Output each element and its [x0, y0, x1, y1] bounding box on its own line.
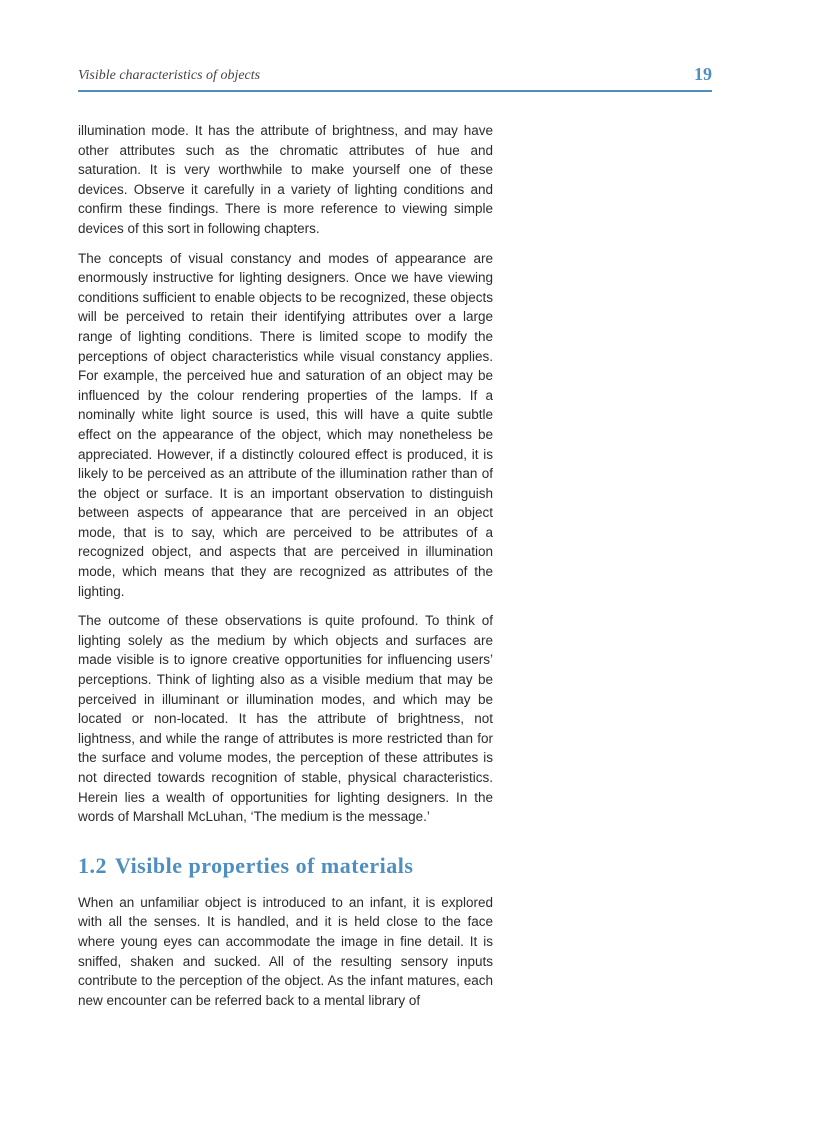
- section-title: Visible properties of materials: [115, 852, 414, 878]
- paragraph-2: The concepts of visual constancy and modes of appearance are enormously instructive for lighting designers. Once we have viewing conditions sufficient to enable objects to be recognized, these objects will be perceived to retain their identifying attributes over a large range of lighting conditions. There is limited scope to modify the perceptions of object characteristics while visual constancy applies. For example, the perceived hue and saturation of an object may be influenced by the colour rendering properties of the lamps. If a nominally white light source is used, this will have a quite subtle effect on the appearance of the object, which may nonetheless be appreciated. However, if a distinctly coloured effect is produced, it is likely to be perceived as an attribute of the illumination rather than of the object or surface. It is an important observation to distinguish between aspects of appearance that are perceived in an object mode, that is to say, which are perceived to be attributes of a recognized object, and aspects that are perceived in illumination mode, which means that they are recognized as attributes of the lighting.: [78, 250, 493, 599]
- section-paragraph-1: When an unfamiliar object is introduced to an infant, it is explored with all the senses. It is handled, and it is held close to the face where young eyes can accommodate the image in fine detail. It is sniffed, shaken and sucked. All of the resulting sensory inputs contribute to the perception of the object. As the infant matures, each new encounter can be referred back to a mental library of: [78, 894, 493, 1008]
- running-title: Visible characteristics of objects: [78, 68, 261, 83]
- paragraph-3: The outcome of these observations is quite profound. To think of lighting solely as the medium by which objects and surfaces are made visible is to ignore creative opportunities for influencing users’ perceptions. Think of lighting also as a visible medium that may be perceived in illuminant or illumination modes, and which may be located or non-located. It has the attribute of brightness, not lightness, and while the range of attributes is more restricted than for the surface and volume modes, the perception of these attributes is not directed towards recognition of stable, physical characteristics. Herein lies a wealth of opportunities for lighting designers. In the words of Marshall McLuhan, ‘The medium is the message.’: [78, 613, 493, 825]
- running-header: [78, 64, 712, 92]
- paragraph-1: illumination mode. It has the attribute of brightness, and may have other attributes such as the chromatic attributes of hue and saturation. It is very worthwhile to make yourself one of these devices. Observe it carefully in a variety of lighting conditions and confirm these findings. There is more reference to viewing simple devices of this sort in following chapters.: [78, 123, 493, 236]
- main-text: [78, 121, 493, 1020]
- section-number: 1.2: [78, 852, 107, 878]
- section-heading: [78, 853, 493, 879]
- page-number: 19: [694, 64, 712, 84]
